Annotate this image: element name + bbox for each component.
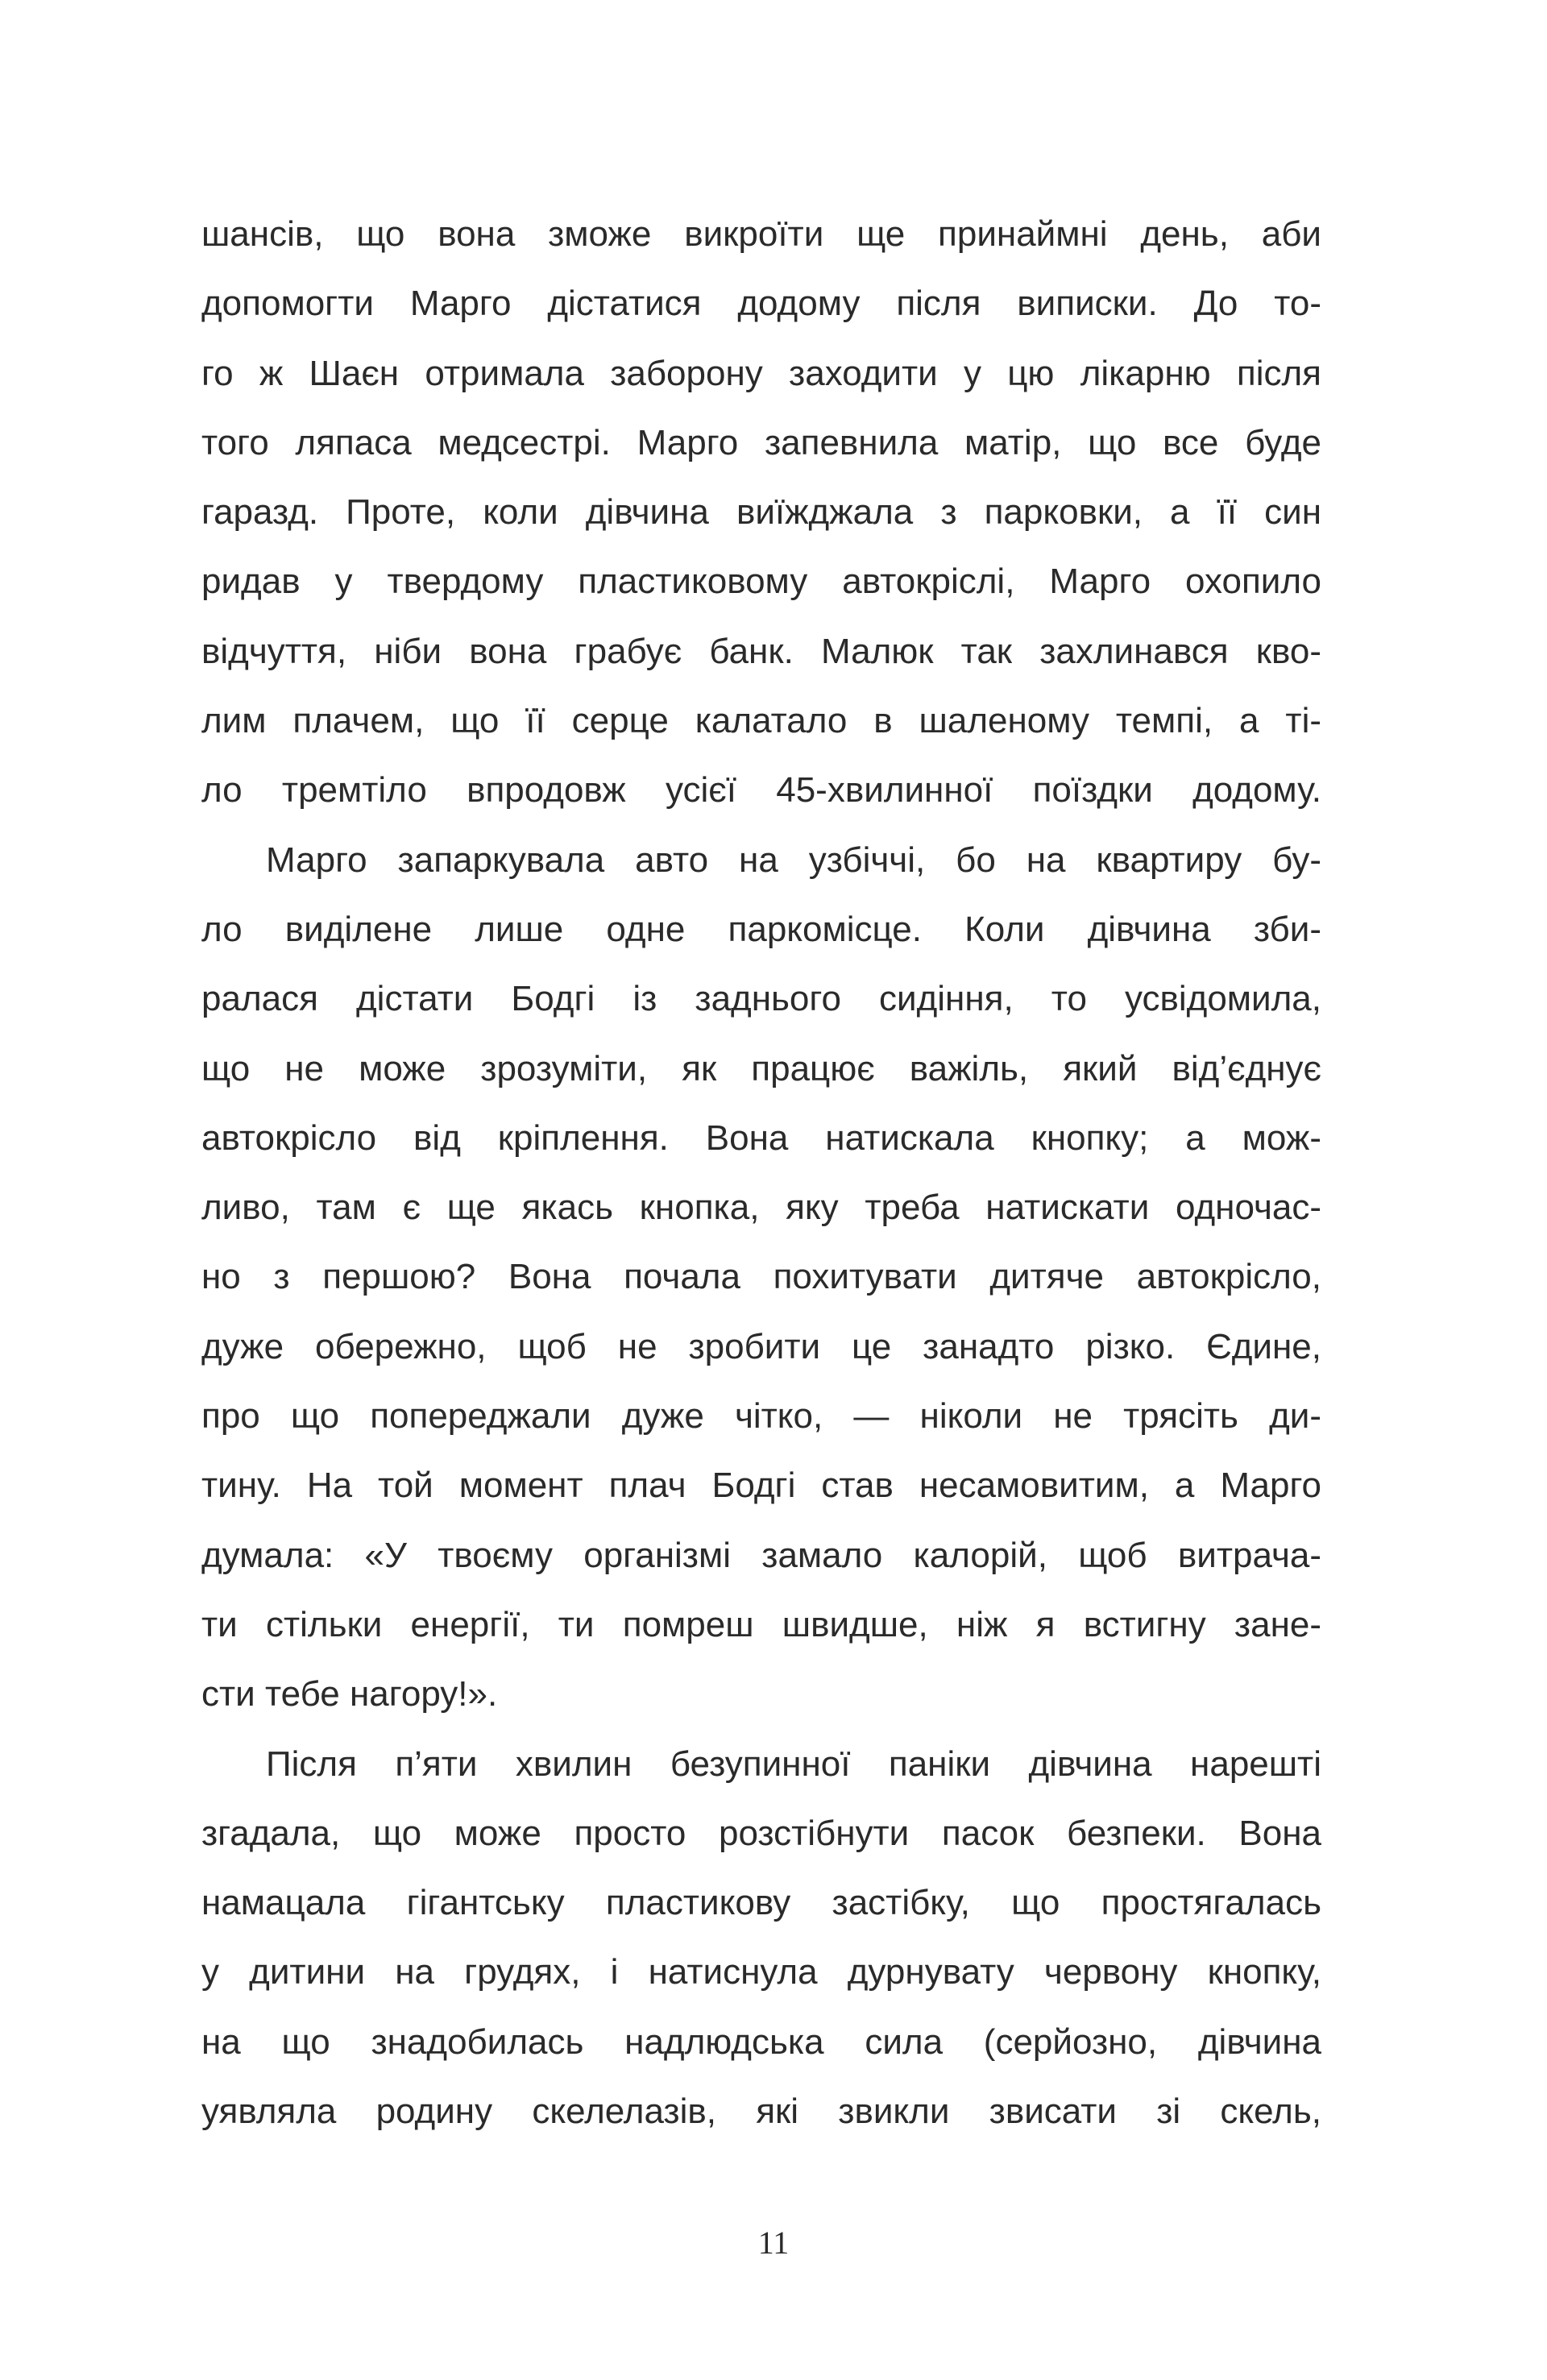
page-number: 11 — [757, 2225, 790, 2261]
text-line: Марго запаркувала авто на узбіччі, бо на квартиру бу- — [266, 840, 1321, 880]
text-line: тину. На той момент плач Бодгі став несамовитим, а Марго — [201, 1466, 1321, 1506]
text-line: го ж Шаєн отримала заборону заходити у цю лікарню після — [201, 353, 1321, 393]
text-line: на що знадобилась надлюдська сила (серйозно, дівчина — [201, 2021, 1321, 2062]
text-line: шансів, що вона зможе викроїти ще принаймні день, аби — [201, 214, 1321, 254]
text-line: того ляпаса медсестрі. Марго запевнила матір, що все буде — [201, 422, 1321, 462]
text-line: дуже обережно, щоб не зробити це занадто різко. Єдине, — [201, 1326, 1321, 1366]
text-line: відчуття, ніби вона грабує банк. Малюк так захлинався кво- — [201, 631, 1321, 671]
text-line: згадала, що може просто розстібнути пасок безпеки. Вона — [201, 1813, 1321, 1853]
text-line: лим плачем, що її серце калатало в шаленому темпі, а ті- — [201, 701, 1321, 741]
text-line: ралася дістати Бодгі із заднього сидіння, то усвідомила, — [201, 979, 1321, 1019]
body-text — [201, 200, 1321, 2146]
text-line: допомогти Марго дістатися додому після виписки. До то- — [201, 284, 1321, 324]
text-line: ло виділене лише одне паркомісце. Коли дівчина зби- — [201, 909, 1321, 949]
text-line: ридав у твердому пластиковому автокріслі, Марго охопило — [201, 562, 1321, 602]
text-line: ло тремтіло впродовж усієї 45-хвилинної поїздки додому. — [201, 770, 1321, 811]
paragraph-2 — [201, 826, 1321, 1730]
paragraph-1 — [201, 200, 1321, 826]
text-line: сти тебе нагору!». — [201, 1674, 498, 1715]
text-line: про що попереджали дуже чітко, — ніколи не трясіть ди- — [201, 1396, 1321, 1437]
text-line: думала: «У твоєму організмі замало калорій, щоб витрача- — [201, 1535, 1321, 1575]
text-line: намацала гігантську пластикову застібку, що простягалась — [201, 1883, 1321, 1923]
text-line: гаразд. Проте, коли дівчина виїжджала з парковки, а її син — [201, 492, 1321, 533]
text-line: Після п’яти хвилин безупинної паніки дівчина нарешті — [266, 1744, 1321, 1784]
text-line: но з першою? Вона почала похитувати дитяче автокрісло, — [201, 1257, 1321, 1297]
text-line: ти стільки енергії, ти помреш швидше, ніж я встигну зане- — [201, 1604, 1321, 1644]
paragraph-3 — [201, 1730, 1321, 2147]
text-line: ливо, там є ще якась кнопка, яку треба натискати одночас- — [201, 1188, 1321, 1228]
text-line: що не може зрозуміти, як працює важіль, який від’єднує — [201, 1048, 1321, 1088]
text-line: уявляла родину скелелазів, які звикли звисати зі скель, — [201, 2092, 1321, 2132]
text-line: у дитини на грудях, і натиснула дурнувату червону кнопку, — [201, 1952, 1321, 1992]
text-line: автокрісло від кріплення. Вона натискала кнопку; а мож- — [201, 1117, 1321, 1158]
